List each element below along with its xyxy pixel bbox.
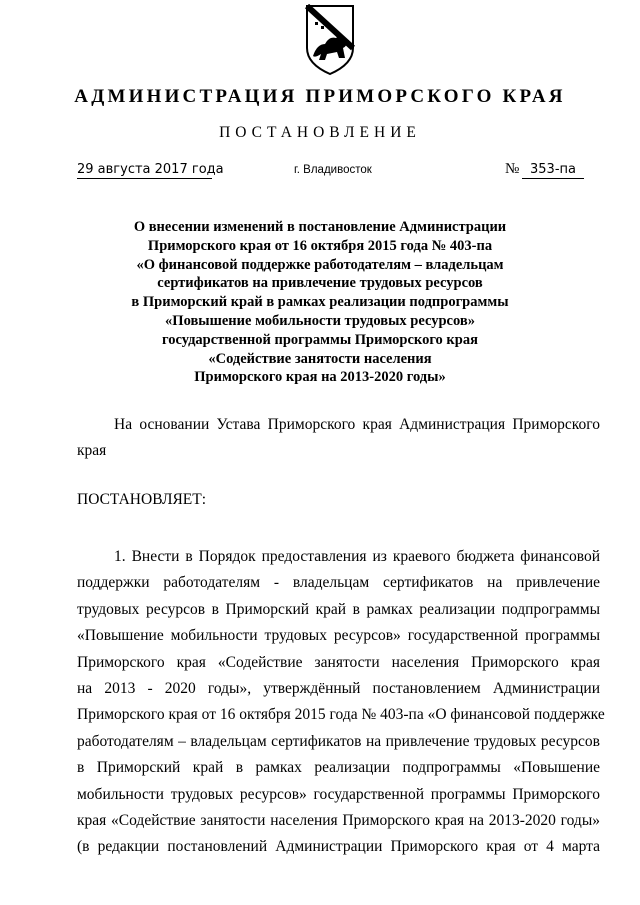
item-1-line: края «Содействие занятости населения Приморского края на 2013-2020 годы»	[77, 811, 600, 829]
subject-line: государственной программы Приморского края	[162, 331, 478, 348]
item-1-line: 1. Внести в Порядок предоставления из краевого бюджета финансовой	[114, 548, 600, 565]
subject-line: О внесении изменений в постановление Администрации	[133, 219, 507, 235]
item-1-line: (в редакции постановлений Администрации Приморского края от 4 марта	[77, 838, 600, 856]
document-number: 353-па	[522, 162, 584, 179]
document-number-label: №	[505, 161, 520, 177]
subject-line: «Содействие занятости населения	[208, 350, 432, 367]
subject-line: Приморского края на 2013-2020 годы»	[194, 369, 446, 386]
item-1-line: на 2013 - 2020 годы», утверждённый постановлением Администрации	[77, 679, 600, 697]
document-date: 29 августа 2017 года	[77, 162, 224, 177]
document-city: г. Владивосток	[294, 164, 372, 176]
item-1-line: мобильности трудовых ресурсов» государственной программы Приморского	[77, 785, 600, 803]
subject-line: Приморского края от 16 октября 2015 года № 403-па	[147, 237, 493, 254]
coat-of-arms-emblem	[303, 4, 357, 76]
decree-word: ПОСТАНОВЛЯЕТ:	[77, 491, 207, 508]
subject-line: сертификатов на привлечение трудовых ресурсов	[157, 275, 483, 292]
organization-title: АДМИНИСТРАЦИЯ ПРИМОРСКОГО КРАЯ	[74, 86, 566, 107]
basis-line: края	[77, 442, 107, 459]
document-type: ПОСТАНОВЛЕНИЕ	[219, 124, 421, 141]
document-subject	[120, 218, 520, 387]
basis-paragraph	[77, 412, 600, 464]
item-1-line: Приморского края «Содействие занятости населения Приморского края	[77, 653, 600, 671]
item-1-line: трудовых ресурсов в Приморский край в рамках реализации подпрограммы	[77, 600, 600, 618]
subject-line: в Приморский край в рамках реализации подпрограммы	[131, 294, 509, 311]
subject-line: «О финансовой поддержке работодателям – владельцам	[136, 256, 504, 273]
item-1-paragraph	[77, 544, 605, 861]
subject-line: «Повышение мобильности трудовых ресурсов»	[165, 312, 475, 329]
item-1-line: в Приморский край в рамках реализации подпрограммы «Повышение	[77, 759, 600, 777]
item-1-line: «Повышение мобильности трудовых ресурсов» государственной программы	[77, 627, 600, 645]
item-1-line: поддержки работодателям - владельцам сертификатов на привлечение	[77, 574, 600, 592]
item-1-line: Приморского края от 16 октября 2015 года № 403-па «О финансовой поддержке	[77, 706, 605, 724]
basis-line: На основании Устава Приморского края Администрация Приморского	[114, 416, 600, 433]
item-1-line: работодателям – владельцам сертификатов на привлечение трудовых ресурсов	[77, 732, 600, 750]
